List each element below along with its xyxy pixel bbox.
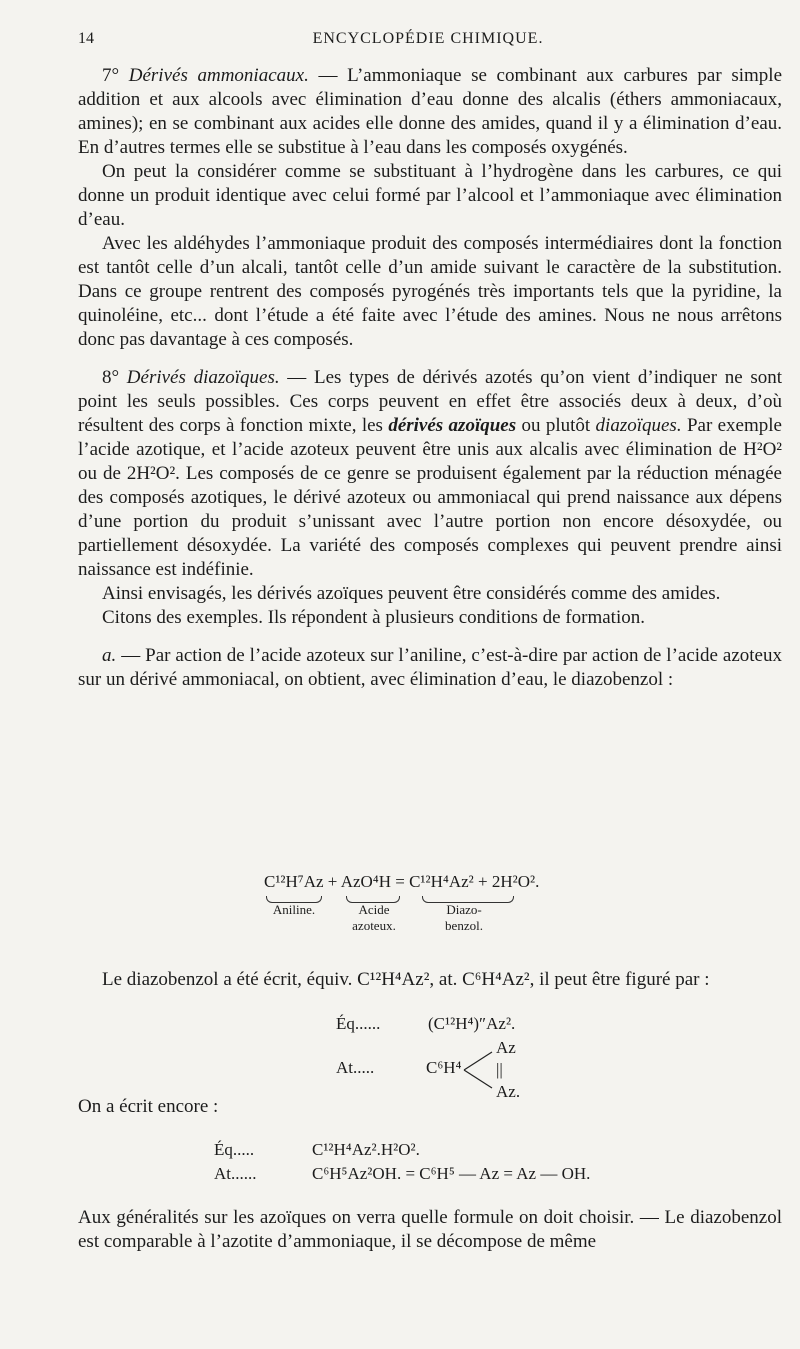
item-label: a.: [102, 645, 117, 666]
equation-text: C¹²H⁷Az + AzO⁴H = C¹²H⁴Az² + 2H²O².: [264, 872, 540, 891]
section-title: Dérivés ammoniacaux.: [128, 65, 309, 86]
alt-at-formula: C⁶H⁵Az²OH. = C⁶H⁵ — Az = Az — OH.: [312, 1164, 591, 1183]
struct-at-formula: C⁶H⁴: [426, 1058, 462, 1077]
paragraph-diazobenzol: Le diazobenzol a été écrit, équiv. C¹²H⁴Az², at. C⁶H⁴Az², il peut être figuré par :: [102, 969, 710, 990]
paragraph-text: — L’ammoniaque se combinant aux carbures par simple addition et aux alcools avec élimination d’eau donne des alcalis (éthers ammoniacaux, amines); en se combinant aux acides elle donne des amides, quand il y a élimination d’eau. En d’autres termes elle se substitue à l’eau dans les composés oxygénés.: [78, 65, 782, 158]
section-7-paragraph-1: [78, 64, 782, 160]
alt-eq-formula: C¹²H⁴Az².H²O².: [312, 1140, 420, 1159]
italic-term: diazoïques.: [595, 415, 682, 436]
struct-at-label: At.....: [336, 1058, 375, 1077]
page-number: 14: [78, 30, 94, 47]
on-a-ecrit-encore: On a écrit encore :: [78, 1096, 219, 1117]
az-double-bond: ||: [496, 1060, 503, 1079]
section-number: 7°: [102, 65, 120, 86]
section-7-paragraph-2: On peut la considérer comme se substituant à l’hydrogène dans les carbures, ce qui donne un produit identique avec celui formé par l’alcool et l’ammoniaque avec élimination d’eau.: [78, 161, 782, 230]
alt-at-label: At......: [214, 1164, 257, 1183]
running-title: ENCYCLOPÉDIE CHIMIQUE.: [312, 30, 544, 47]
section-7-paragraph-3: Avec les aldéhydes l’ammoniaque produit des composés intermédiaires dont la fonction est tantôt celle d’un alcali, tantôt celle d’un amide suivant le caractère de la substitution. Dans ce groupe rentrent des composés pyrogénés très importants tels que la pyridine, la quinoléine, etc... dont l’étude a été faite avec l’étude des amines. Nous ne nous arrêtons donc pas davantage à ces composés.: [78, 233, 782, 350]
section-8-paragraph-1: [78, 366, 782, 582]
struct-eq-formula: (C¹²H⁴)″Az².: [428, 1014, 516, 1033]
main-text: [78, 64, 782, 692]
page-header: [78, 30, 778, 54]
label-acide: Acide azoteux.: [352, 902, 396, 933]
label-diazobenzol: Diazo- benzol.: [445, 902, 483, 933]
paragraph-text: ou plutôt: [516, 415, 596, 436]
label-aniline: Aniline.: [272, 902, 316, 917]
paragraph-text: Par exemple l’acide azotique, et l’acide azoteux peuvent être unis aux alcalis avec élimination de H²O² ou de 2H²O². Les composés de ce genre se produisent également par la réduction ménagée des composés azotiques, le dérivé azoteux ou ammoniacal qui prend naissance aux dépens d’une portion du produit s’unissant avec l’autre portion non encore désoxydée, ou partiellement désoxydée. La variété des composés complexes qui peuvent prendre ainsi naissance est indéfinie.: [78, 415, 782, 580]
section-number: 8°: [102, 367, 120, 388]
section-8-paragraph-2: Ainsi envisagés, les dérivés azoïques peuvent être considérés comme des amides.: [102, 583, 721, 604]
paragraph-text: — Par action de l’acide azoteux sur l’aniline, c’est-à-dire par action de l’acide azoteux sur un dérivé ammoniacal, on obtient, avec élimination d’eau, le diazobenzol :: [78, 645, 782, 690]
italic-term: dérivés azoïques: [388, 415, 517, 436]
section-8-paragraph-3: Citons des exemples. Ils répondent à plusieurs conditions de formation.: [102, 607, 645, 628]
paragraph-text: — Les types de dérivés azotés qu’on vient d’indiquer ne sont point les seuls possibles. Ces corps peuvent en effet être associés deux à deux, d’où résultent des corps à fonction mixte, les: [78, 367, 782, 436]
text-after-equation: [78, 968, 782, 992]
closing-paragraph: Aux généralités sur les azoïques on verra quelle formule on doit choisir. — Le diazobenzol est comparable à l’azotite d’ammoniaque, il se décompose de même: [78, 1207, 782, 1252]
az-top: Az: [496, 1038, 516, 1057]
reaction-equation: [264, 872, 624, 942]
alt-eq-label: Éq.....: [214, 1140, 255, 1159]
section-8-paragraph-a: [78, 644, 782, 692]
struct-eq-label: Éq......: [336, 1014, 381, 1033]
az-bottom: Az.: [496, 1082, 521, 1101]
section-title: Dérivés diazoïques.: [126, 367, 280, 388]
